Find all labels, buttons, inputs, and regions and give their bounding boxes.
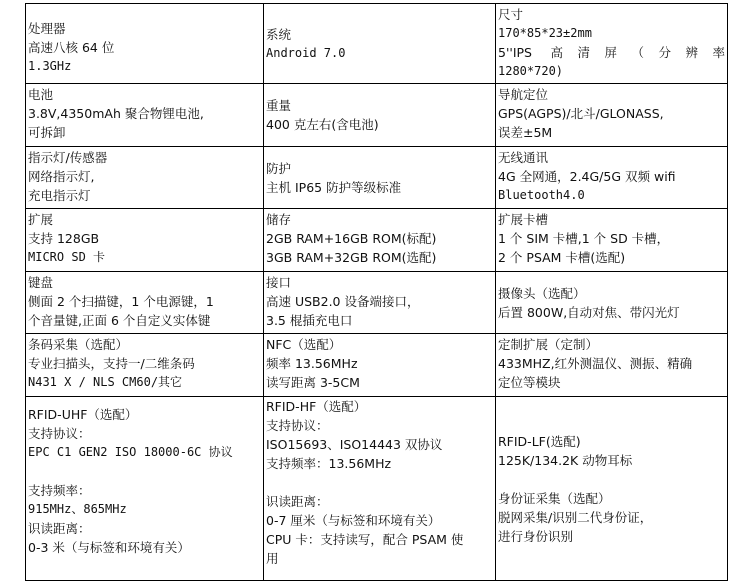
cell-heading: 尺寸 <box>498 7 524 22</box>
cell-line: 1 个 SIM 卡槽,1 个 SD 卡槽， <box>498 231 670 246</box>
cell-heading: RFID-HF（选配） <box>266 399 367 414</box>
cell-heading: 扩展卡槽 <box>498 212 549 227</box>
cell-line: 后置 800W,自动对焦、带闪光灯 <box>498 304 680 320</box>
cell-line: 用 <box>266 551 279 566</box>
cell-line: 支持频率： <box>28 483 91 498</box>
cell-line: 可拆卸 <box>28 125 66 140</box>
cell-line: 2 个 PSAM 卡槽(选配) <box>498 250 626 265</box>
spec-cell <box>26 147 264 209</box>
spec-cell <box>496 84 728 147</box>
cell-line: 3.8V,4350mAh 聚合物锂电池, <box>28 106 204 121</box>
spec-table <box>25 3 728 581</box>
table-row <box>26 272 728 334</box>
cell-heading: 定制扩展（定制） <box>498 337 599 352</box>
spec-cell <box>26 4 264 84</box>
cell-heading: RFID-LF(选配) <box>498 433 581 449</box>
spec-cell <box>264 272 496 334</box>
cell-heading: 无线通讯 <box>498 150 549 165</box>
cell-line: 网络指示灯, <box>28 169 95 184</box>
cell-line: 高速 USB2.0 设备端接口， <box>266 294 420 309</box>
table-row <box>26 147 728 209</box>
cell-line: CPU 卡：支持读写，配合 PSAM 使 <box>266 532 464 547</box>
spec-cell <box>26 272 264 334</box>
spec-cell <box>496 4 728 84</box>
spec-cell <box>26 334 264 397</box>
cell-line: 1280*720) <box>498 64 564 78</box>
cell-line: 个音量键,正面 6 个自定义实体键 <box>28 313 211 328</box>
cell-line: 400 克左右(含电池) <box>266 117 379 132</box>
cell-blank-line <box>28 462 261 481</box>
cell-line: 433MHZ,红外测温仪、测振、精确 <box>498 356 693 371</box>
cell-blank-line <box>266 474 493 493</box>
cell-blank-line <box>498 470 725 489</box>
cell-line: 身份证采集（选配） <box>498 490 611 506</box>
cell-line: 0-7 厘米（与标签和环境有关） <box>266 513 441 528</box>
spec-cell <box>496 334 728 397</box>
cell-line: ISO15693、ISO14443 双协议 <box>266 437 443 452</box>
cell-line: 进行身份识别 <box>498 528 574 544</box>
cell-line: 3.5 棍插充电口 <box>266 313 353 328</box>
cell-heading: 防护 <box>266 160 292 176</box>
cell-line: EPC C1 GEN2 ISO 18000-6C 协议 <box>28 445 233 459</box>
cell-line: 1.3GHz <box>28 58 72 73</box>
spec-cell <box>496 272 728 334</box>
spec-cell <box>264 209 496 272</box>
spec-cell <box>264 334 496 397</box>
spec-cell <box>26 397 264 581</box>
cell-heading: 导航定位 <box>498 87 549 102</box>
cell-heading: NFC（选配） <box>266 337 342 352</box>
cell-heading: 处理器 <box>28 20 66 36</box>
spec-cell <box>26 84 264 147</box>
cell-line: 频率 13.56MHz <box>266 356 358 371</box>
cell-line: Bluetooth4.0 <box>498 188 585 202</box>
cell-line: 高速八核 64 位 <box>28 39 115 55</box>
cell-line: 脱网采集/识别二代身份证， <box>498 509 653 525</box>
spec-cell <box>496 397 728 581</box>
cell-heading: 条码采集（选配） <box>28 337 129 352</box>
table-row <box>26 209 728 272</box>
table-row <box>26 84 728 147</box>
cell-heading: 扩展 <box>28 212 54 227</box>
cell-line: GPS(AGPS)/北斗/GLONASS, <box>498 106 664 121</box>
cell-line: 侧面 2 个扫描键，1 个电源键，1 <box>28 294 214 309</box>
table-row <box>26 4 728 84</box>
cell-line: 支持协议： <box>266 418 329 433</box>
spec-cell <box>264 84 496 147</box>
cell-heading: RFID-UHF（选配） <box>28 407 138 422</box>
cell-line: 误差±5M <box>498 125 553 140</box>
spec-cell <box>264 4 496 84</box>
cell-heading: 重量 <box>266 98 292 113</box>
cell-line: 识读距离： <box>28 521 91 536</box>
cell-heading: 摄像头（选配） <box>498 285 586 301</box>
cell-line: 定位等模块 <box>498 375 561 390</box>
cell-heading: 接口 <box>266 275 292 290</box>
table-row <box>26 334 728 397</box>
cell-heading: 储存 <box>266 212 292 227</box>
cell-line: 170*85*23±2mm <box>498 26 592 40</box>
spec-cell <box>496 147 728 209</box>
cell-heading: 指示灯/传感器 <box>28 150 108 165</box>
cell-heading: 系统 <box>266 27 292 42</box>
cell-line: 识读距离： <box>266 494 329 509</box>
cell-line: 0-3 米（与标签和环境有关） <box>28 540 190 555</box>
cell-line: 2GB RAM+16GB ROM(标配) <box>266 231 437 246</box>
cell-line: 支持频率：13.56MHz <box>266 456 392 471</box>
cell-line: 支持协议： <box>28 426 91 441</box>
cell-heading: 键盘 <box>28 275 54 290</box>
spec-cell <box>26 209 264 272</box>
spec-cell <box>264 397 496 581</box>
cell-line: 125K/134.2K 动物耳标 <box>498 452 633 468</box>
cell-line: MICRO SD 卡 <box>28 250 106 264</box>
cell-line: 915MHz、865MHz <box>28 502 127 516</box>
cell-line: 3GB RAM+32GB ROM(选配) <box>266 250 437 265</box>
cell-line: 4G 全网通，2.4G/5G 双频 wifi <box>498 169 676 184</box>
cell-line: 专业扫描头，支持一/二维条码 <box>28 356 195 371</box>
cell-line: 主机 IP65 防护等级标准 <box>266 179 402 195</box>
table-row <box>26 397 728 581</box>
cell-line: 读写距离 3-5CM <box>266 375 360 390</box>
cell-line: 5''IPS 高清屏（分辨率 <box>498 45 725 60</box>
cell-line: 充电指示灯 <box>28 188 91 203</box>
cell-heading: 电池 <box>28 87 54 102</box>
cell-line: Android 7.0 <box>266 46 346 60</box>
cell-line: N431 X / NLS CM60/其它 <box>28 375 183 389</box>
spec-cell <box>496 209 728 272</box>
cell-line: 支持 128GB <box>28 231 100 246</box>
spec-cell <box>264 147 496 209</box>
